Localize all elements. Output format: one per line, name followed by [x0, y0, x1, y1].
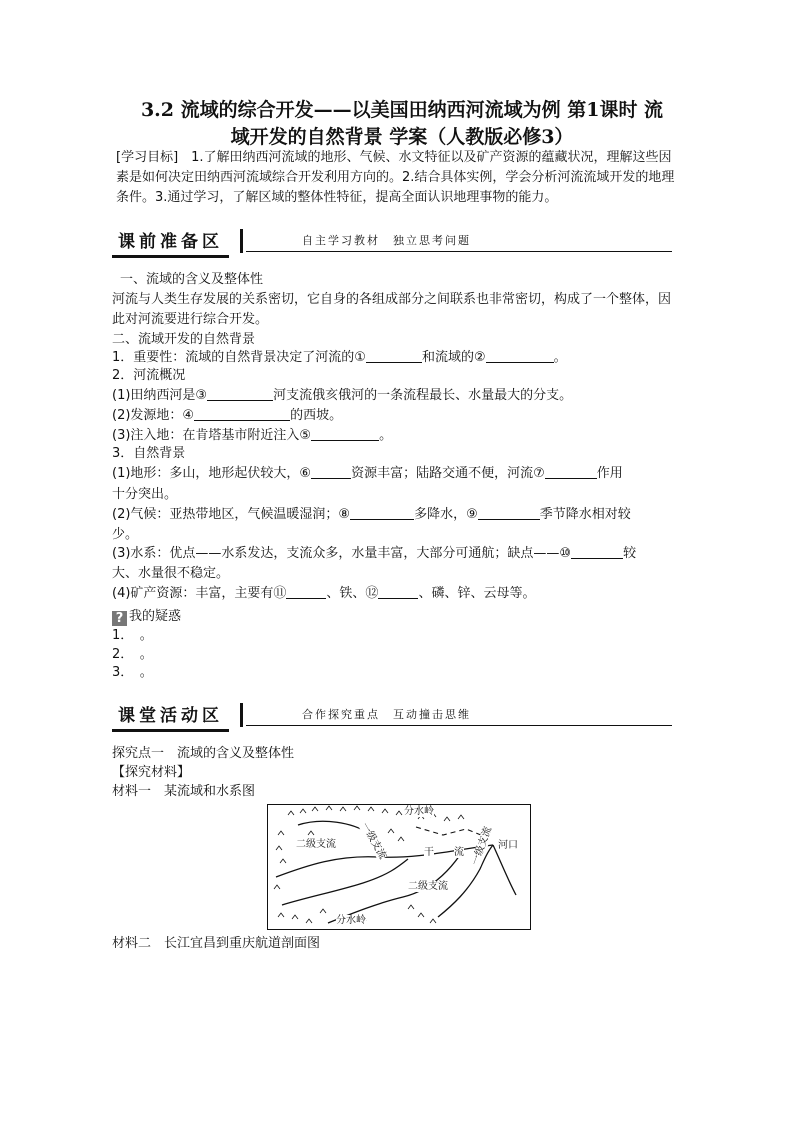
banner-activity-title: 课堂活动区 — [112, 703, 229, 732]
mouth-text-b: 。 — [379, 428, 393, 443]
water-text-b: 较 — [623, 546, 637, 561]
climate-text-c: 季节降水相对较 — [539, 507, 631, 522]
answer-blank-11[interactable] — [286, 585, 326, 599]
climate-text-b: 多降水，⑨ — [414, 507, 478, 522]
source-text-b: 的西坡。 — [290, 408, 343, 423]
divide-dashed-line — [416, 827, 486, 837]
line-climate — [112, 505, 682, 525]
mouth-text-a: (3)注入地：在肯塔基市附近注入⑤ — [112, 428, 312, 443]
document-title-line2: 域开发的自然背景 学案（人教版必修3） — [230, 126, 574, 148]
answer-blank-9[interactable] — [478, 506, 540, 520]
section-banner-prep — [112, 229, 672, 257]
question-mark-icon: ? — [112, 611, 127, 626]
importance-text-c: 。 — [553, 350, 567, 365]
heading-natural-background: 二、流域开发的自然背景 — [112, 332, 256, 347]
watershed-map-drawing — [268, 805, 530, 929]
answer-blank-3[interactable] — [207, 387, 273, 401]
doubt-item-3[interactable]: 3． 。 — [112, 665, 153, 680]
answer-blank-10[interactable] — [571, 545, 623, 559]
river-text-b: 河支流俄亥俄河的一条流程最长、水量最大的分支。 — [273, 388, 573, 403]
material-1-caption: 材料一 某流域和水系图 — [112, 784, 256, 799]
banner-divider — [240, 229, 243, 253]
minerals-text-c: 、磷、锌、云母等。 — [418, 586, 536, 601]
terrain-text-a: (1)地形：多山，地形起伏较大，⑥ — [112, 466, 312, 481]
answer-blank-12[interactable] — [378, 585, 418, 599]
answer-blank-4[interactable] — [194, 407, 290, 421]
banner-divider — [240, 703, 243, 727]
section-banner-activity — [112, 703, 672, 731]
water-text-a: (3)水系：优点——水系发达，支流众多，水量丰富，大部分可通航；缺点——⑩ — [112, 546, 572, 561]
map-label-secondary-tributary-left: 二级支流 — [296, 839, 336, 850]
document-title-line1: 3.2 流域的综合开发——以美国田纳西河流域为例 第1课时 流 — [140, 99, 664, 121]
banner-prep-title: 课前准备区 — [112, 229, 229, 258]
line-mouth — [112, 426, 682, 446]
answer-blank-7[interactable] — [545, 465, 597, 479]
terrain-text-b: 资源丰富；陆路交通不便，河流⑦ — [351, 466, 545, 481]
answer-blank-8[interactable] — [350, 506, 414, 520]
heading-watershed-meaning: 一、流域的含义及整体性 — [120, 272, 264, 287]
importance-text-a: 1．重要性：流域的自然背景决定了河流的① — [112, 350, 366, 365]
paragraph-watershed-meaning: 河流与人类生存发展的关系密切，它自身的各组成部分之间联系也非常密切，构成了一个整体，因此对河流要进行综合开发。 — [112, 292, 672, 327]
answer-blank-6[interactable] — [311, 465, 351, 479]
tributary-bottom-left — [282, 859, 408, 905]
line-climate-cont: 少。 — [112, 527, 139, 542]
answer-blank-1[interactable] — [366, 349, 422, 363]
map-label-secondary-tributary-right: 二级支流 — [408, 881, 448, 892]
line-water-system — [112, 544, 682, 564]
minerals-text-b: 、铁、⑫ — [326, 586, 379, 601]
answer-blank-2[interactable] — [486, 349, 554, 363]
material-2-caption: 材料二 长江宜昌到重庆航道剖面图 — [112, 936, 321, 951]
map-label-primary-tributary-top: 一级支流 — [358, 821, 388, 862]
heading-natural-conditions: 3．自然背景 — [112, 446, 186, 461]
watershed-map — [267, 804, 531, 930]
line-source — [112, 406, 682, 426]
map-label-divide-bottom: 分水岭 — [336, 915, 366, 926]
line-terrain-cont: 十分突出。 — [112, 487, 178, 502]
banner-prep-tagline: 自主学习教材 独立思考问题 — [302, 234, 471, 247]
map-label-main-gan: 干 — [424, 847, 434, 858]
line-minerals — [112, 584, 682, 604]
inquiry-point-1: 探究点一 流域的含义及整体性 — [112, 746, 295, 761]
source-text-a: (2)发源地：④ — [112, 408, 195, 423]
map-label-main-liu: 流 — [454, 847, 464, 858]
answer-blank-5[interactable] — [311, 427, 379, 441]
line-importance — [112, 348, 682, 368]
doubt-item-1[interactable]: 1． 。 — [112, 628, 153, 643]
banner-rule — [246, 251, 672, 252]
my-doubts-title: 我的疑惑 — [129, 609, 182, 624]
line-river-origin — [112, 386, 682, 406]
learning-objectives: [学习目标] 1.了解田纳西河流域的地形、气候、水文特征以及矿产资源的蕴藏状况，理解这些因素是如何决定田纳西河流域综合开发利用方向的。2.结合具体实例，学会分析河流流域开发的地理条件。3.通过学习，了解区域的整体性特征，提高全面认识地理事物的能力。 — [116, 150, 675, 205]
doubt-item-2[interactable]: 2． 。 — [112, 647, 153, 662]
river-text-a: (1)田纳西河是③ — [112, 388, 208, 403]
climate-text-a: (2)气候：亚热带地区，气候温暖湿润；⑧ — [112, 507, 351, 522]
terrain-text-c: 作用 — [596, 466, 623, 481]
minerals-text-a: (4)矿产资源：丰富，主要有⑪ — [112, 586, 287, 601]
heading-river-overview: 2．河流概况 — [112, 368, 186, 383]
map-label-primary-tributary-right: 一级支流 — [470, 825, 495, 867]
estuary-channel — [493, 845, 516, 895]
map-label-divide-top: 分水岭 — [404, 806, 434, 817]
materials-heading: 【探究材料】 — [112, 765, 191, 780]
banner-rule — [246, 725, 672, 726]
line-water-system-cont: 大、水量很不稳定。 — [112, 566, 230, 581]
my-doubts-heading — [112, 607, 682, 627]
importance-text-b: 和流域的② — [421, 350, 486, 365]
map-label-estuary: 河口 — [498, 840, 518, 851]
line-terrain — [112, 464, 682, 484]
banner-activity-tagline: 合作探究重点 互动撞击思维 — [302, 708, 471, 721]
